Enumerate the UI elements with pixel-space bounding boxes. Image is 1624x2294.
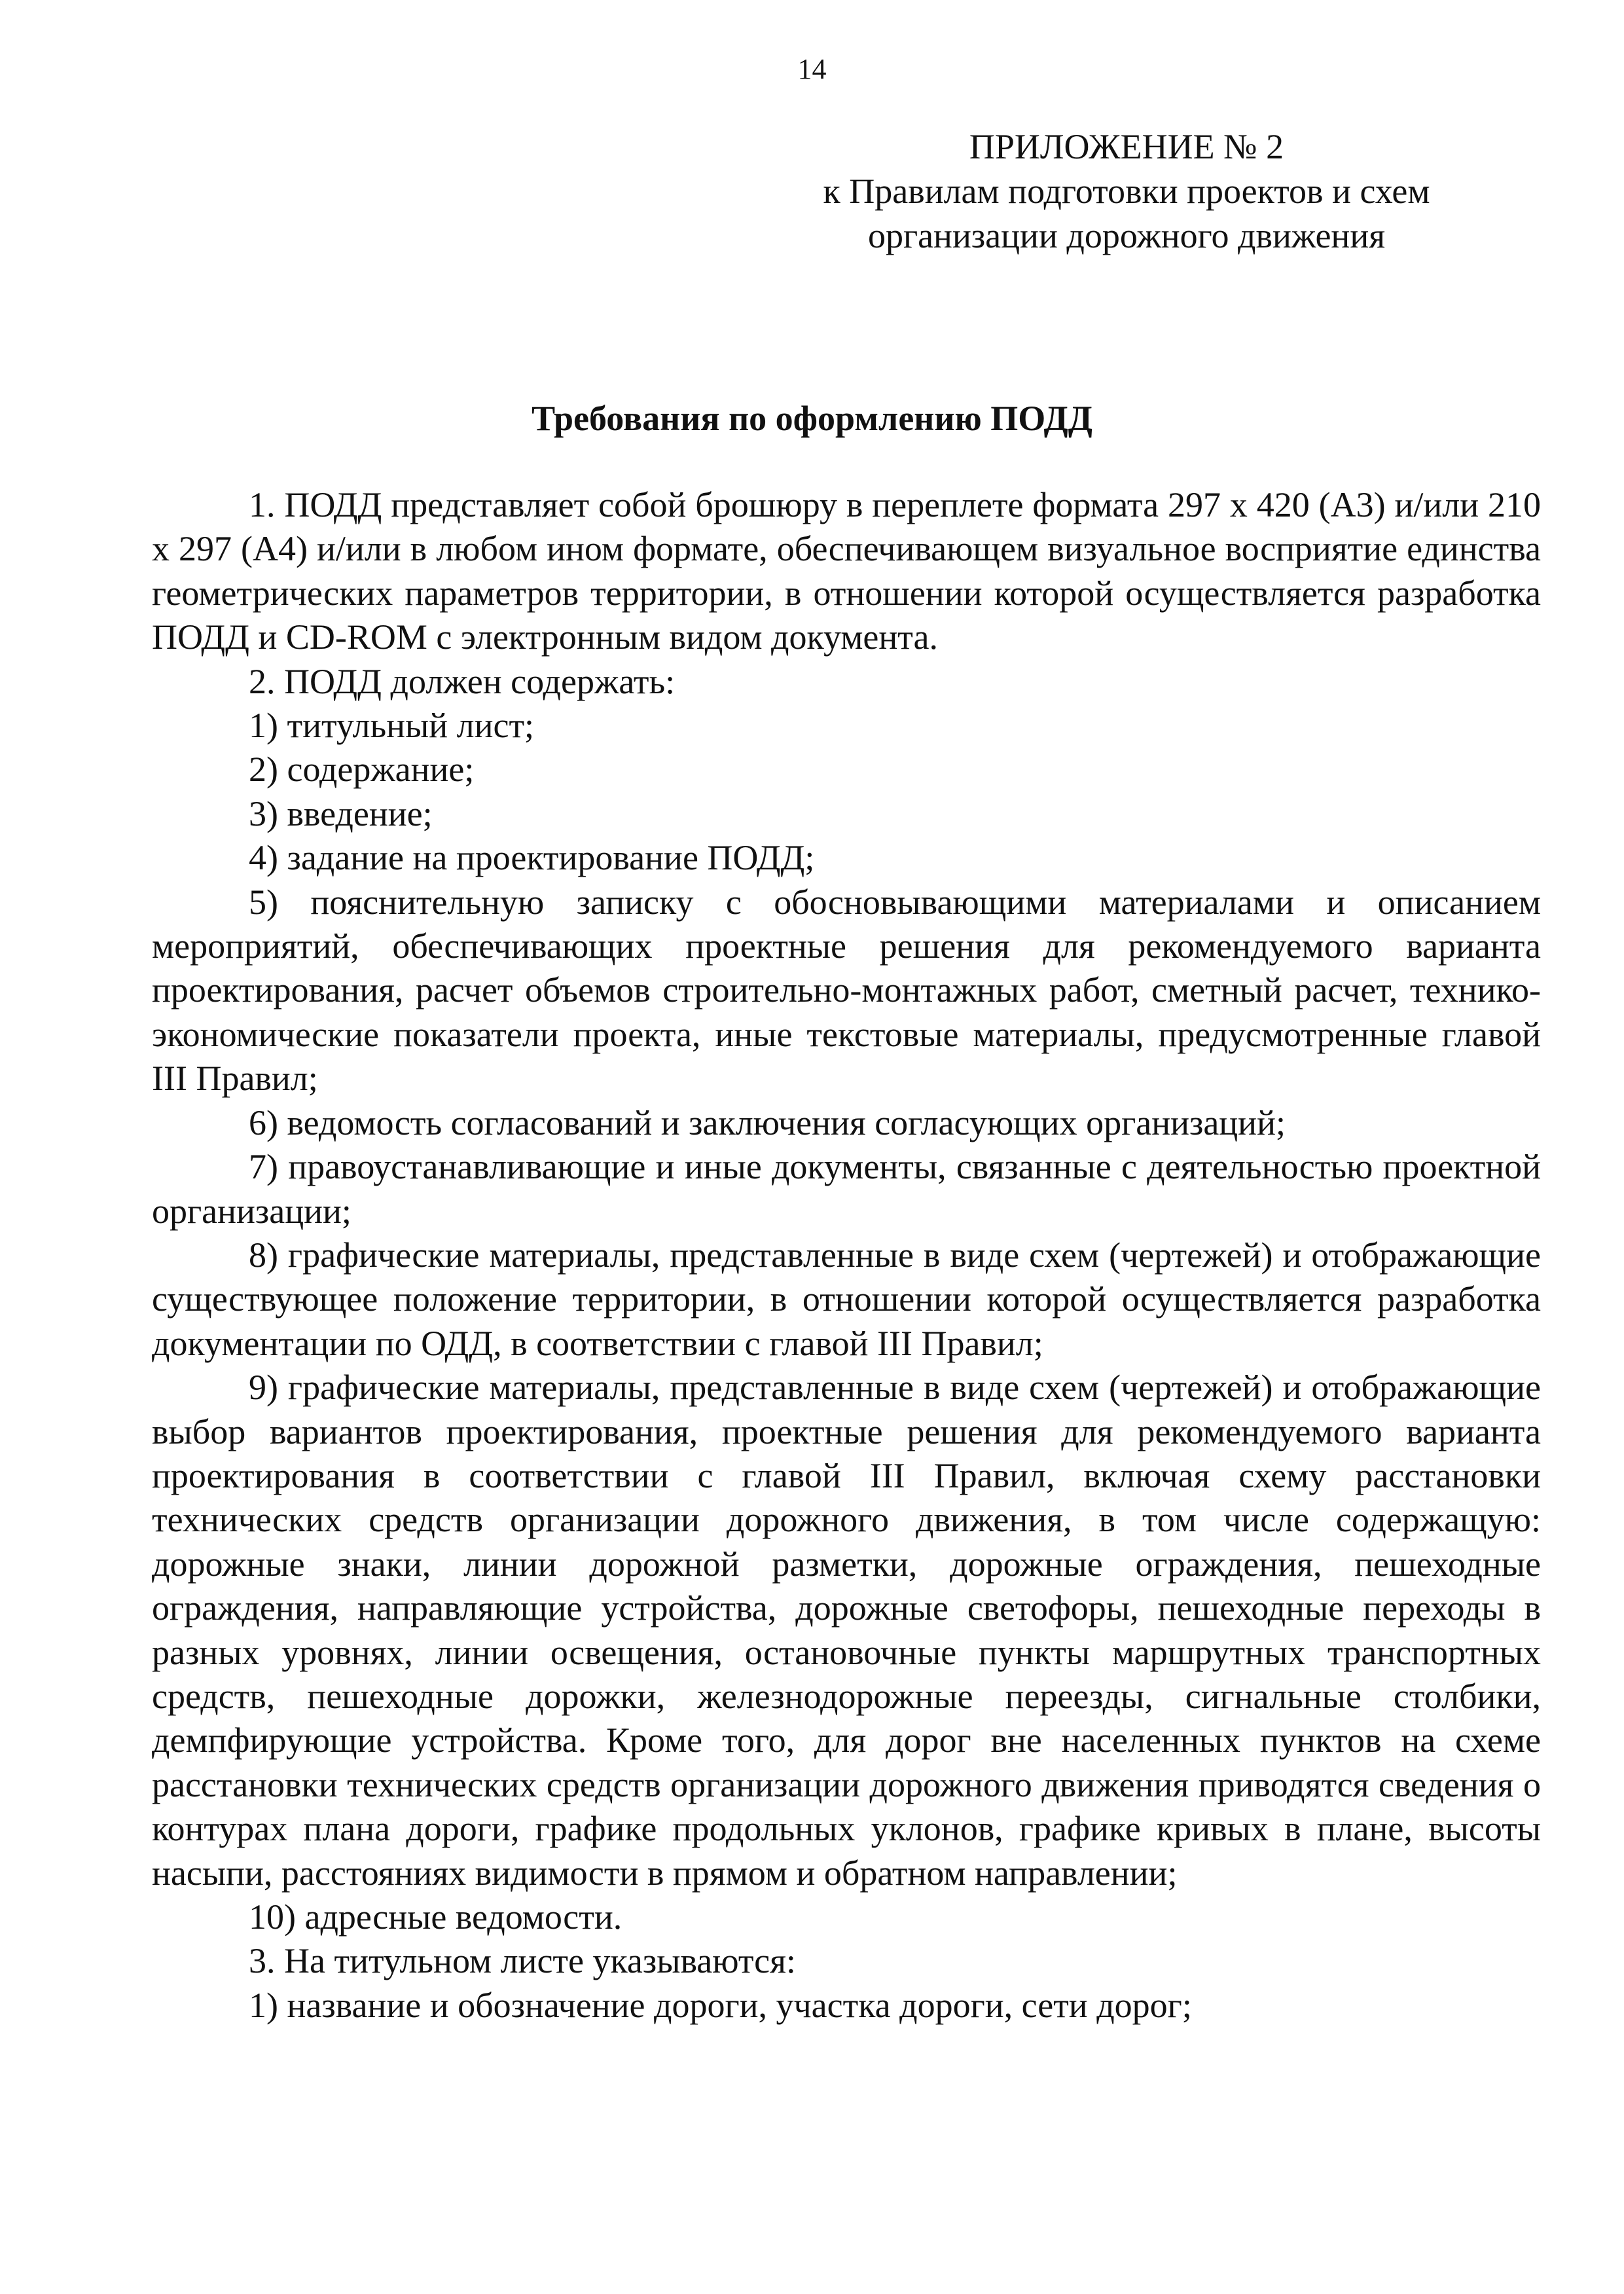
annex-subtitle-line-1: к Правилам подготовки проектов и схем: [823, 172, 1430, 211]
document-title: Требования по оформлению ПОДД: [532, 399, 1092, 438]
list-item: 7) правоустанавливающие и иные документы, связанные с деятельностью проектной организации;: [152, 1147, 1541, 1231]
paragraph: 3. На титульном листе указываются:: [249, 1941, 796, 1981]
list-item: 1) название и обозначение дороги, участка дороги, сети дорог;: [249, 1985, 1192, 2025]
list-item: 8) графические материалы, представленные в виде схем (чертежей) и отображающие существующее положение территории, в отношении которой осуществляется разработка документации по ОДД, в соответствии с главой III Правил;: [152, 1235, 1541, 1363]
list-item: 9) графические материалы, представленные в виде схем (чертежей) и отображающие выбор вариантов проектирования, проектные решения для рекомендуемого варианта проектирования в соответствии с главой III Правил, включая схему расстановки технических средств организации дорожного движения, в том числе содержащую: дорожные знаки, линии дорожной разметки, дорожные ограждения, пешеходные ограждения, направляющие устройства, дорожные светофоры, пешеходные переходы в разных уровнях, линии освещения, остановочные пункты маршрутных транспортных средств, пешеходные дорожки, железнодорожные переезды, сигнальные столбики, демпфирующие устройства. Кроме того, для дорог вне населенных пунктов на схеме расстановки технических средств организации дорожного движения приводятся сведения о контурах плана дороги, графике продольных уклонов, графике кривых в плане, высоты насыпи, расстояниях видимости в прямом и обратном направлении;: [152, 1368, 1541, 1893]
list-item: 2) содержание;: [249, 750, 475, 790]
list-item: 5) пояснительную записку с обосновывающими материалами и описанием мероприятий, обеспечивающих проектные решения для рекомендуемого варианта проектирования, расчет объемов строительно-монтажных работ, сметный расчет, технико-экономические показатели проекта, иные текстовые материалы, предусмотренные главой III Правил;: [152, 882, 1541, 1099]
list-item: 6) ведомость согласований и заключения согласующих организаций;: [249, 1102, 1286, 1142]
annex-title: ПРИЛОЖЕНИЕ № 2: [969, 127, 1284, 166]
list-item: 3) введение;: [249, 793, 433, 833]
list-item: 1) титульный лист;: [249, 706, 535, 746]
annex-header: [714, 124, 1539, 258]
list-item: 4) задание на проектирование ПОДД;: [249, 838, 815, 878]
annex-subtitle-line-2: организации дорожного движения: [867, 216, 1386, 255]
page-number: 14: [797, 53, 827, 85]
list-item: 10) адресные ведомости.: [249, 1897, 623, 1937]
paragraph: 1. ПОДД представляет собой брошюру в переплете формата 297 х 420 (А3) и/или 210 х 297 (А4) и/или в любом ином формате, обеспечивающем визуальное восприятие единства геометрических параметров территории, в отношении которой осуществляется разработка ПОДД и CD-ROM с электронным видом документа.: [152, 485, 1541, 657]
paragraph: 2. ПОДД должен содержать:: [249, 661, 676, 701]
document-body: [152, 483, 1541, 2028]
